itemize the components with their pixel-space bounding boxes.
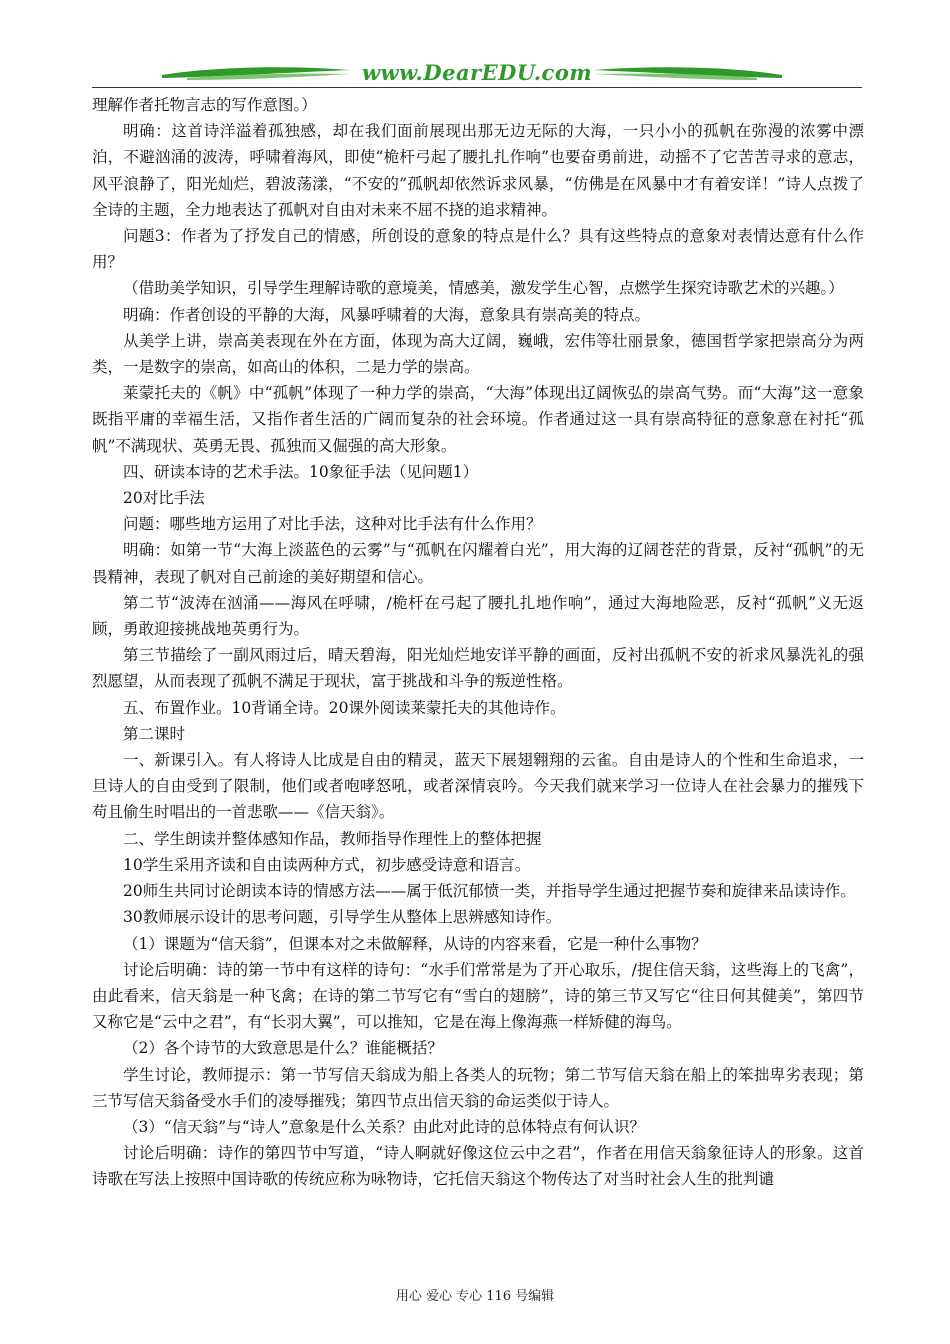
paragraph: 第三节描绘了一副风雨过后，晴天碧海，阳光灿烂地安详平静的画面，反衬出孤帆不安的祈求风暴洗礼的强烈愿望，从而表现了孤帆不满足于现状，富于挑战和斗争的叛逆性格。 <box>92 646 864 691</box>
paragraph: 讨论后明确：诗作的第四节中写道，“诗人啊就好像这位云中之君”，作者在用信天翁象征诗人的形象。这首诗歌在写法上按照中国诗歌的传统应称为咏物诗，它托信天翁这个物传达了对当时社会人生的批判谴 <box>92 1144 864 1189</box>
section-heading: 五、布置作业。10背诵全诗。20课外阅读莱蒙托夫的其他诗作。 <box>123 698 566 717</box>
paragraph: 从美学上讲，崇高美表现在外在方面，体现为高大辽阔，巍峨，宏伟等壮丽景象，德国哲学家把崇高分为两类，一是数字的崇高，如高山的体积，二是力学的崇高。 <box>92 331 864 377</box>
paragraph: 问题：哪些地方运用了对比手法，这种对比手法有什么作用？ <box>123 515 542 534</box>
section-heading: 二、学生朗读并整体感知作品，教师指导作理性上的整体把握 <box>123 829 542 848</box>
header-divider <box>92 87 862 88</box>
paragraph: 学生讨论，教师提示：第一节写信天翁成为船上各类人的玩物；第二节写信天翁在船上的笨拙卑劣表现；第三节写信天翁备受水手们的凌辱摧残；第四节点出信天翁的命运类似于诗人。 <box>92 1065 864 1110</box>
paragraph: 明确：作者创设的平静的大海，风暴呼啸着的大海，意象具有崇高美的特点。 <box>123 305 651 324</box>
paragraph: 20师生共同讨论朗读本诗的情感方法——属于低沉郁愤一类，并指导学生通过把握节奏和旋律来品读诗作。 <box>123 882 856 901</box>
paragraph: 一、新课引入。有人将诗人比成是自由的精灵，蓝天下展翅翱翔的云雀。自由是诗人的个性和生命追求，一旦诗人的自由受到了限制，他们或者咆哮怒吼，或者深情哀吟。今天我们就来学习一位诗人在社会暴力的摧残下苟且偷生时唱出的一首悲歌——《信天翁》。 <box>92 751 864 822</box>
section-heading: 第二课时 <box>123 724 186 743</box>
paragraph: （3）“信天翁”与“诗人”意象是什么关系？由此对此诗的总体特点有何认识？ <box>123 1117 646 1136</box>
paragraph: （2）各个诗节的大致意思是什么？谁能概括？ <box>123 1039 443 1058</box>
paragraph: 理解作者托物言志的写作意图。） <box>92 96 317 114</box>
paragraph: 问题3：作者为了抒发自己的情感，所创设的意象的特点是什么？具有这些特点的意象对表情达意有什么作用？ <box>92 227 864 272</box>
page-footer: 用心 爱心 专心 116 号编辑 <box>395 1289 555 1304</box>
paragraph: 30教师展示设计的思考问题，引导学生从整体上思辨感知诗作。 <box>123 908 562 927</box>
paragraph: 第二节“波涛在汹涌——海风在呼啸，/桅杆在弓起了腰扎扎地作响”，通过大海地险恶，反衬“孤帆”义无返顾，勇敢迎接挑战地英勇行为。 <box>92 593 864 639</box>
paragraph: （借助美学知识，引导学生理解诗歌的意境美，情感美，激发学生心智，点燃学生探究诗歌艺术的兴趣。） <box>123 279 844 298</box>
section-heading: 四、研读本诗的艺术手法。10象征手法（见问题1） <box>123 462 479 481</box>
paragraph: 莱蒙托夫的《帆》中“孤帆”体现了一种力学的崇高，“大海”体现出辽阔恢弘的崇高气势。而“大海”这一意象既指平庸的幸福生活，又指作者生活的广阔而复杂的社会环境。作者通过这一具有崇高特征的意象意在衬托“孤帆”不满现状、英勇无畏、孤独而又倔强的高大形象。 <box>92 384 864 455</box>
paragraph: 10学生采用齐读和自由读两种方式，初步感受诗意和语言。 <box>123 855 531 874</box>
site-logo[interactable]: www.DearEDU.com <box>361 60 593 85</box>
paragraph: 明确：这首诗洋溢着孤独感，却在我们面前展现出那无边无际的大海，一只小小的孤帆在弥漫的浓雾中漂泊，不避汹涌的波涛，呼啸着海风，即使“桅杆弓起了腰扎扎作响”也要奋勇前进，动摇不了它苦苦寻求的意志，风平浪静了，阳光灿烂，碧波荡漾，“不安的”孤帆却依然诉求风暴，“仿佛是在风暴中才有着安详！”诗人点拨了全诗的主题，全力地表达了孤帆对自由对未来不屈不挠的追求精神。 <box>92 122 864 219</box>
paragraph: （1）课题为“信天翁”，但课本对之未做解释，从诗的内容来看，它是一种什么事物？ <box>123 934 707 953</box>
paragraph: 讨论后明确：诗的第一节中有这样的诗句：“水手们常常是为了开心取乐，/捉住信天翁，这些海上的飞禽”，由此看来，信天翁是一种飞禽；在诗的第二节写它有“雪白的翅膀”，诗的第三节又写它“往日何其健美”，第四节又称它是“云中之君”，有“长羽大翼”，可以推知，它是在海上像海燕一样矫健的海鸟。 <box>92 960 864 1032</box>
paragraph: 明确：如第一节“大海上淡蓝色的云雾”与“孤帆在闪耀着白光”，用大海的辽阔苍茫的背景，反衬“孤帆”的无畏精神，表现了帆对自己前途的美好期望和信心。 <box>92 541 864 586</box>
document-body <box>92 92 864 1193</box>
page-header <box>92 56 862 88</box>
paragraph: 20对比手法 <box>123 489 205 508</box>
